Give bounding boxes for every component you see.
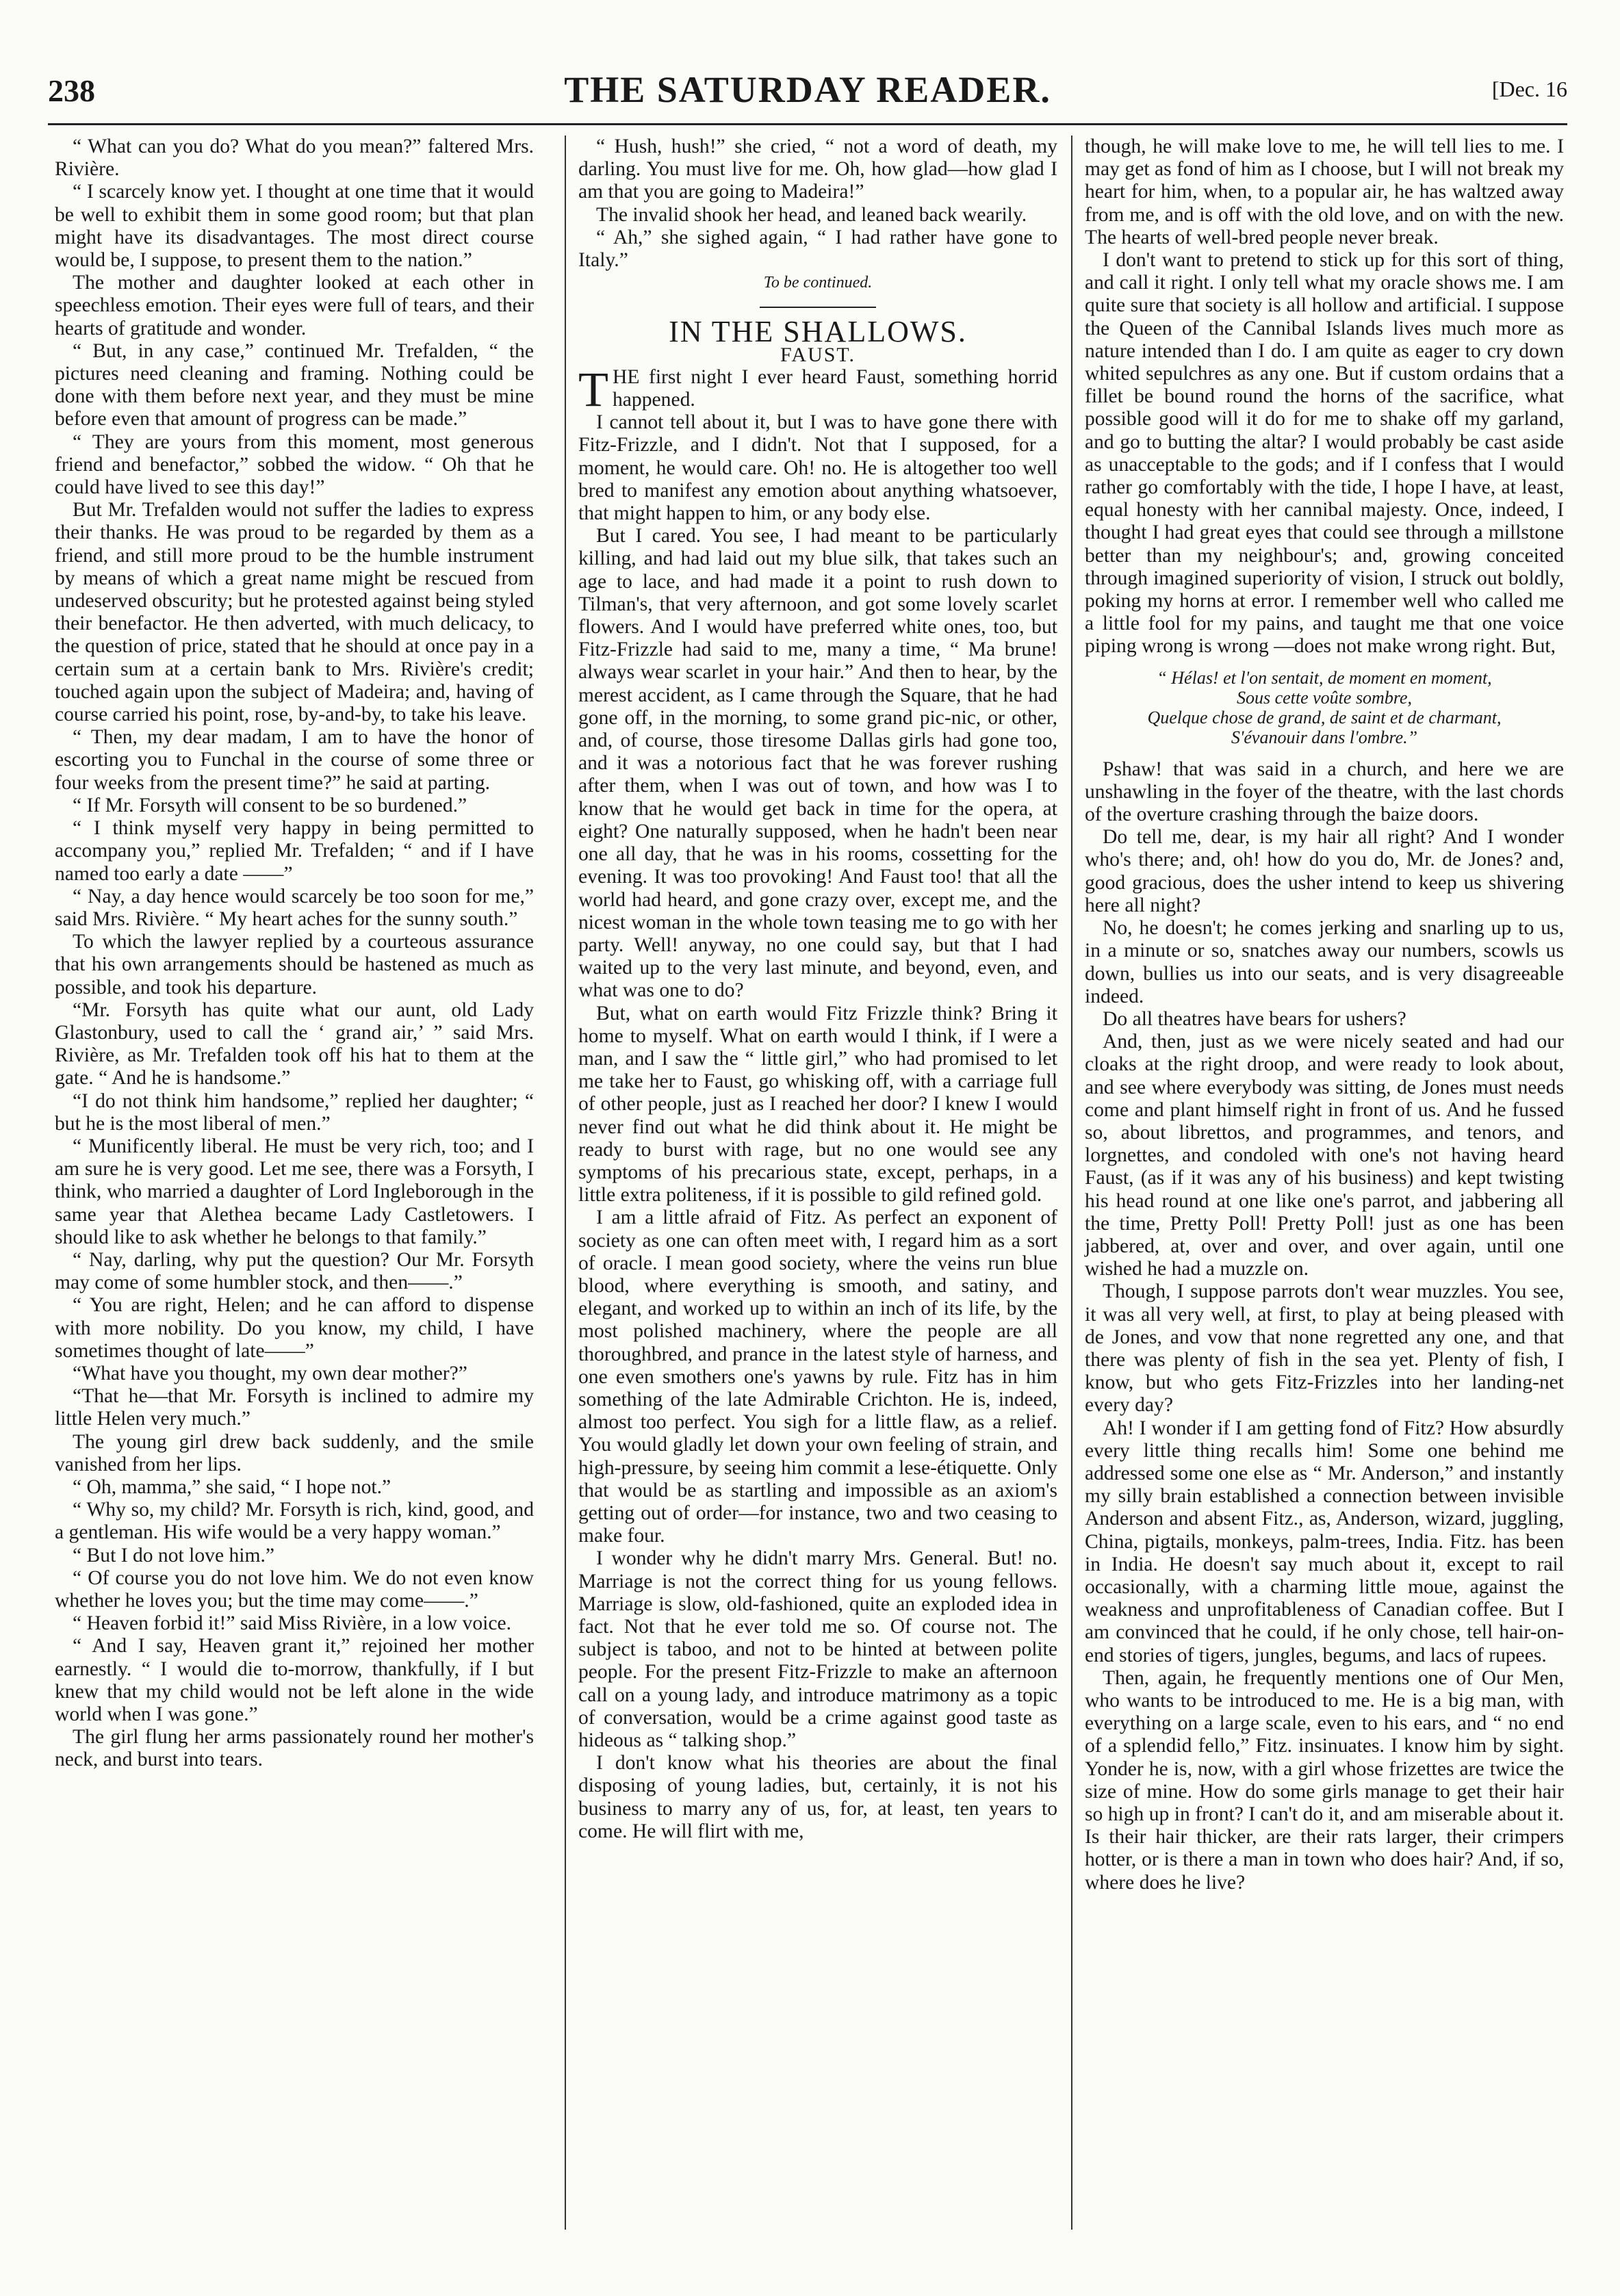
column-1 [55,136,534,1772]
paragraph: Then, again, he frequently mentions one of Our Men, who wants to be introduced to me. He is a big man, with everything on a large scale, even to his ears, and “ no end of a splendid fello,” Fitz. insinuates. I know him by sight. Yonder he is, now, with a girl whose frizettes are twice the size of mine. How do some girls manage to get their hair so high up in front? I can't do it, and am miserable about it. Is their hair thicker, are their rats larger, their crimpers hotter, or is there a man in town who does hair? And, if so, where does he live? [1085,1666,1564,1894]
paragraph: I am a little afraid of Fitz. As perfect an exponent of society as one can often meet with, I regard him as a sort of oracle. I mean good society, where the veins run blue blood, where everything is smooth, and satiny, and elegant, and worked up to within an inch of its life, by the most polished machinery, where the people are all thoroughbred, and prance in the latest style of harness, and one even smothers one's yawns by rule. Fitz has in him something of the late Admirable Crichton. He is, indeed, almost too perfect. You sigh for a little flaw, as a relief. You would gladly let down your own feeling of strain, and high-pressure, by seeing him commit a lese-étiquette. Only that would be as startling and impossible as an axiom's getting out of order—for instance, two and two ceasing to make four. [578,1207,1057,1547]
header-rule [48,123,1567,125]
verse-line: “ Hélas! et l'on sentait, de moment en moment, [1157,667,1492,688]
paragraph: “ Then, my dear madam, I am to have the honor of escorting you to Funchal in the course of some three or four weeks from the present time?” he said at parting. [55,726,534,794]
paragraph: And, then, just as we were nicely seated and had our cloaks at the right droop, and were ready to look about, and see where everybody was sitting, de Jones must needs come and plant himself right in front of us. And he fussed so, about librettos, and programmes, and tenors, and lorgnettes, and condoled with one's not having heard Faust, (as if it was any of his business) and kept twisting his head round at one like one's parrot, and jabbering all the time, Pretty Poll! Pretty Poll! just as one has been jabbered, at, over and over, and over again, until one wished he had a muzzle on. [1085,1031,1564,1280]
paragraph: though, he will make love to me, he will tell lies to me. I may get as fond of him as I choose, but I will not break my heart for him, when, to a popular air, he has waltzed away from me, and is off with the old love, and on with the new. The hearts of well-bred people never break. [1085,136,1564,248]
verse-line: S'évanouir dans l'ombre.” [1231,727,1418,747]
paragraph: But I cared. You see, I had meant to be particularly killing, and had laid out my blue silk, that takes such an age to lace, and had made it a point to rush down to Tilman's, that very afternoon, and got some lovely scarlet flowers. And I would have preferred white ones, too, but Fitz-Frizzle had said to me, many a time, “ Ma brune! always wear scarlet in your hair.” And then to hear, by the merest accident, as I came through the Square, that he had gone off, in the morning, to some grand pic-nic, or other, and, of course, those tiresome Dallas girls had gone too, and it was a notorious fact that he was forever rushing after them, when I was out of town, and how was I to know that he would get back in time for the opera, at eight? One naturally supposed, when he hadn't been near one all day, that he was in his rooms, cossetting for the evening. It was too provoking! And Faust too! that all the world had heard, and gone crazy over, except me, and the nicest woman in the whole town teasing me to go with her party. Well! anyway, no one could say, but that I had waited up to the very last minute, and beyond, even, and what was one to do? [578,525,1057,1002]
paragraph: “Mr. Forsyth has quite what our aunt, old Lady Glastonbury, used to call the ‘ grand air,’ ” said Mrs. Rivière, as Mr. Trefalden took off his hat to them at the gate. “ And he is handsome.” [55,998,534,1089]
paragraph: But, what on earth would Fitz Frizzle think? Bring it home to myself. What on earth would I think, if I were a man, and I saw the “ little girl,” who had promised to let me take her to Faust, go whisking off, with a carriage full of other people, just as I reached her door? I knew I would never find out what he did think about it. He might be ready to burst with rage, but no one would see any symptoms of his precarious state, except, perhaps, in a little extra politeness, if it is possible to gild refined gold. [578,1002,1057,1207]
page-number: 238 [48,73,95,108]
paragraph: The young girl drew back suddenly, and the smile vanished from her lips. [55,1430,534,1475]
paragraph: “ But I do not love him.” [73,1544,275,1566]
first-paragraph [578,361,1057,417]
page-header [48,68,1567,123]
paragraph: The invalid shook her head, and leaned back wearily. [596,203,1027,226]
verse-line: Sous cette voûte sombre, [1236,687,1413,708]
paragraph: Pshaw! that was said in a church, and here we are unshawling in the foyer of the theatre, with the last chords of the overture crashing through the baize doors. [1085,758,1564,826]
paragraph: The mother and daughter looked at each other in speechless emotion. Their eyes were full of tears, and their hearts of gratitude and wonder. [55,272,534,339]
paragraph: “ What can you do? What do you mean?” faltered Mrs. Rivière. [55,136,534,181]
paragraph: I cannot tell about it, but I was to have gone there with Fitz-Frizzle, and I didn't. Not that I supposed, for a moment, he would care. Oh! no. He is altogether too well bred to manifest any emotion about anything whatsoever, that might happen to him, or any body else. [578,411,1057,525]
paragraph: I don't know what his theories are about the final disposing of young ladies, but, certainly, it is not his business to marry any of us, for, at least, ten years to come. He will flirt with me, [578,1752,1057,1842]
paragraph: “What have you thought, my own dear mother?” [73,1362,467,1384]
paragraph: “ Nay, darling, why put the question? Our Mr. Forsyth may come of some humbler stock, and then——.” [55,1248,534,1294]
section-rule [760,307,876,308]
paragraph: “ You are right, Helen; and he can afford to dispense with more nobility. Do you know, my child, I have sometimes thought of late——” [55,1294,534,1362]
paragraph: Do tell me, dear, is my hair all right? And I wonder who's there; and, oh! how do you do, Mr. de Jones? and, good gracious, does the usher intend to keep us shivering here all night? [1085,826,1564,916]
article-subtitle: FAUST. [780,343,856,366]
drop-cap: T [578,361,608,417]
issue-date: [Dec. 16 [1491,77,1567,101]
paragraph: “ Nay, a day hence would scarcely be too soon for me,” said Mrs. Rivière. “ My heart aches for the sunny south.” [55,885,534,930]
paragraph: Ah! I wonder if I am getting fond of Fitz? How absurdly every little thing recalls him! Some one behind me addressed some one else as “ Mr. Anderson,” and instantly my silly brain established a connection between invisible Anderson and absent Fitz., as, Anderson, wizard, juggling, China, pigtails, monkeys, palm-trees, India. Fitz. has been in India. He doesn't say much about it, except to rail occasionally, with a charming little moue, against the weakness and unprofitableness of Canadian coffee. But I am convinced that he could, if he only chose, tell hair-on-end stories of tigers, jungles, begums, and lacs of rupees. [1085,1417,1564,1666]
paragraph: “ But, in any case,” continued Mr. Trefalden, “ the pictures need cleaning and framing. Nothing could be done with them before next year, and they must be mine before even that amount of progress can be made.” [55,339,534,430]
paragraph: I wonder why he didn't marry Mrs. General. But! no. Marriage is not the correct thing for us young fellows. Marriage is slow, old-fashioned, quite an exploded idea in fact. Not that he ever told me so. Of course not. The subject is taboo, and not to be hinted at between polite people. For the present Fitz-Frizzle to make an afternoon call on a young lady, and introduce matrimony as a topic of conversation, would be a crime against good taste as hideous as “ talking shop.” [578,1547,1057,1752]
column-2 [578,136,1057,1843]
paragraph: But Mr. Trefalden would not suffer the ladies to express their thanks. He was proud to be regarded by them as a friend, and still more proud to be the humble instrument by means of which a great name might be rescued from undeserved obscurity; but he protested against being styled their benefactor. He then adverted, with much delicacy, to the question of price, stated that he should at once pay in a certain sum at a certain bank to Mrs. Rivière's credit; touched again upon the subject of Madeira; and, having of course carried his point, rose, by-and-by, to take his leave. [55,499,534,726]
paragraph: I don't want to pretend to stick up for this sort of thing, and call it right. I only tell what my oracle shows me. I am quite sure that society is all hollow and artificial. I suppose the Queen of the Cannibal Islands lives much more as nature intended than I do. I am quite as eager to cry down whited sepulchres as any one. But if custom ordains that a fillet be bound round the horns of the sacrifice, what possible good will it do for me to shake off my garland, and go to butting the altar? I would probably be cast aside as unacceptable to the gods; and if I confess that I would rather go comfortably with the tide, I hope I have, at least, equal honesty with her cannibal majesty. Once, indeed, I thought I had great eyes that could see through a millstone better than my neighbour's; and, growing conceited through imagined superiority of vision, I struck out boldly, poking my horns at error. I remember well who called me a little fool for my pains, and taught me that one voice piping wrong is wrong —does not make wrong right. But, [1085,249,1564,658]
first-paragraph-text: HE first night I ever heard Faust, something horrid happened. [612,365,1057,411]
paragraph: “ If Mr. Forsyth will consent to be so burdened.” [73,794,467,816]
paragraph: No, he doesn't; he comes jerking and snarling up to us, in a minute or so, snatches away our numbers, scowls us down, bullies us into our seats, and is very disagreeable indeed. [1085,917,1564,1007]
article-title: IN THE SHALLOWS. [669,315,967,349]
paragraph: “ Of course you do not love him. We do not even know whether he loves you; but the time may come——.” [55,1566,534,1612]
paragraph: “That he—that Mr. Forsyth is inclined to admire my little Helen very much.” [55,1385,534,1430]
paragraph: “ Munificently liberal. He must be very rich, too; and I am sure he is very good. Let me see, there was a Forsyth, I think, who married a daughter of Lord Ingleborough in the same year that Alethea became Lady Castletowers. I should like to ask whether he belongs to that family.” [55,1135,534,1248]
quoted-verse [1085,668,1564,747]
paragraph: “ And I say, Heaven grant it,” rejoined her mother earnestly. “ I would die to-morrow, thankfully, if I but knew that my child would not be left alone in the wide world when I was gone.” [55,1635,534,1726]
continued-note: To be continued. [763,274,873,292]
paragraph: “ I think myself very happy in being permitted to accompany you,” replied Mr. Trefalden; “ and if I have named too early a date ——” [55,817,534,885]
paragraph: “I do not think him handsome,” replied her daughter; “ but he is the most liberal of men.” [55,1089,534,1135]
paragraph: “ I scarcely know yet. I thought at one time that it would be well to exhibit them in some good room; but that plan might have its disadvantages. The most direct course would be, I suppose, to present them to the nation.” [55,181,534,272]
paragraph: Though, I suppose parrots don't wear muzzles. You see, it was all very well, at first, to play at being pleased with de Jones, and vow that none regretted any one, and that there was plenty of fish in the sea yet. Plenty of fish, I know, but who gets Fitz-Frizzles into her landing-net every day? [1085,1280,1564,1417]
verse-line: Quelque chose de grand, de saint et de charmant, [1147,707,1502,727]
paragraph: “ Heaven forbid it!” said Miss Rivière, in a low voice. [73,1612,512,1635]
paragraph: “ Oh, mamma,” she said, “ I hope not.” [73,1475,391,1498]
paragraph: “ Ah,” she sighed again, “ I had rather have gone to Italy.” [578,226,1057,272]
masthead-title: THE SATURDAY READER. [564,69,1051,110]
paragraph: Do all theatres have bears for ushers? [1103,1007,1406,1030]
paragraph: The girl flung her arms passionately round her mother's neck, and burst into tears. [55,1726,534,1771]
paragraph: “ They are yours from this moment, most generous friend and benefactor,” sobbed the widow. “ Oh that he could have lived to see this day!” [55,430,534,499]
paragraph: “ Hush, hush!” she cried, “ not a word of death, my darling. You must live for me. Oh, how glad—how glad I am that you are going to Madeira!” [578,136,1057,203]
column-divider [1071,136,1072,2230]
column-divider [565,136,566,2230]
column-3 [1085,136,1564,1894]
paragraph: “ Why so, my child? Mr. Forsyth is rich, kind, good, and a gentleman. His wife would be a very happy woman.” [55,1499,534,1544]
paragraph: To which the lawyer replied by a courteous assurance that his own arrangements should be hastened as much as possible, and took his departure. [55,931,534,998]
